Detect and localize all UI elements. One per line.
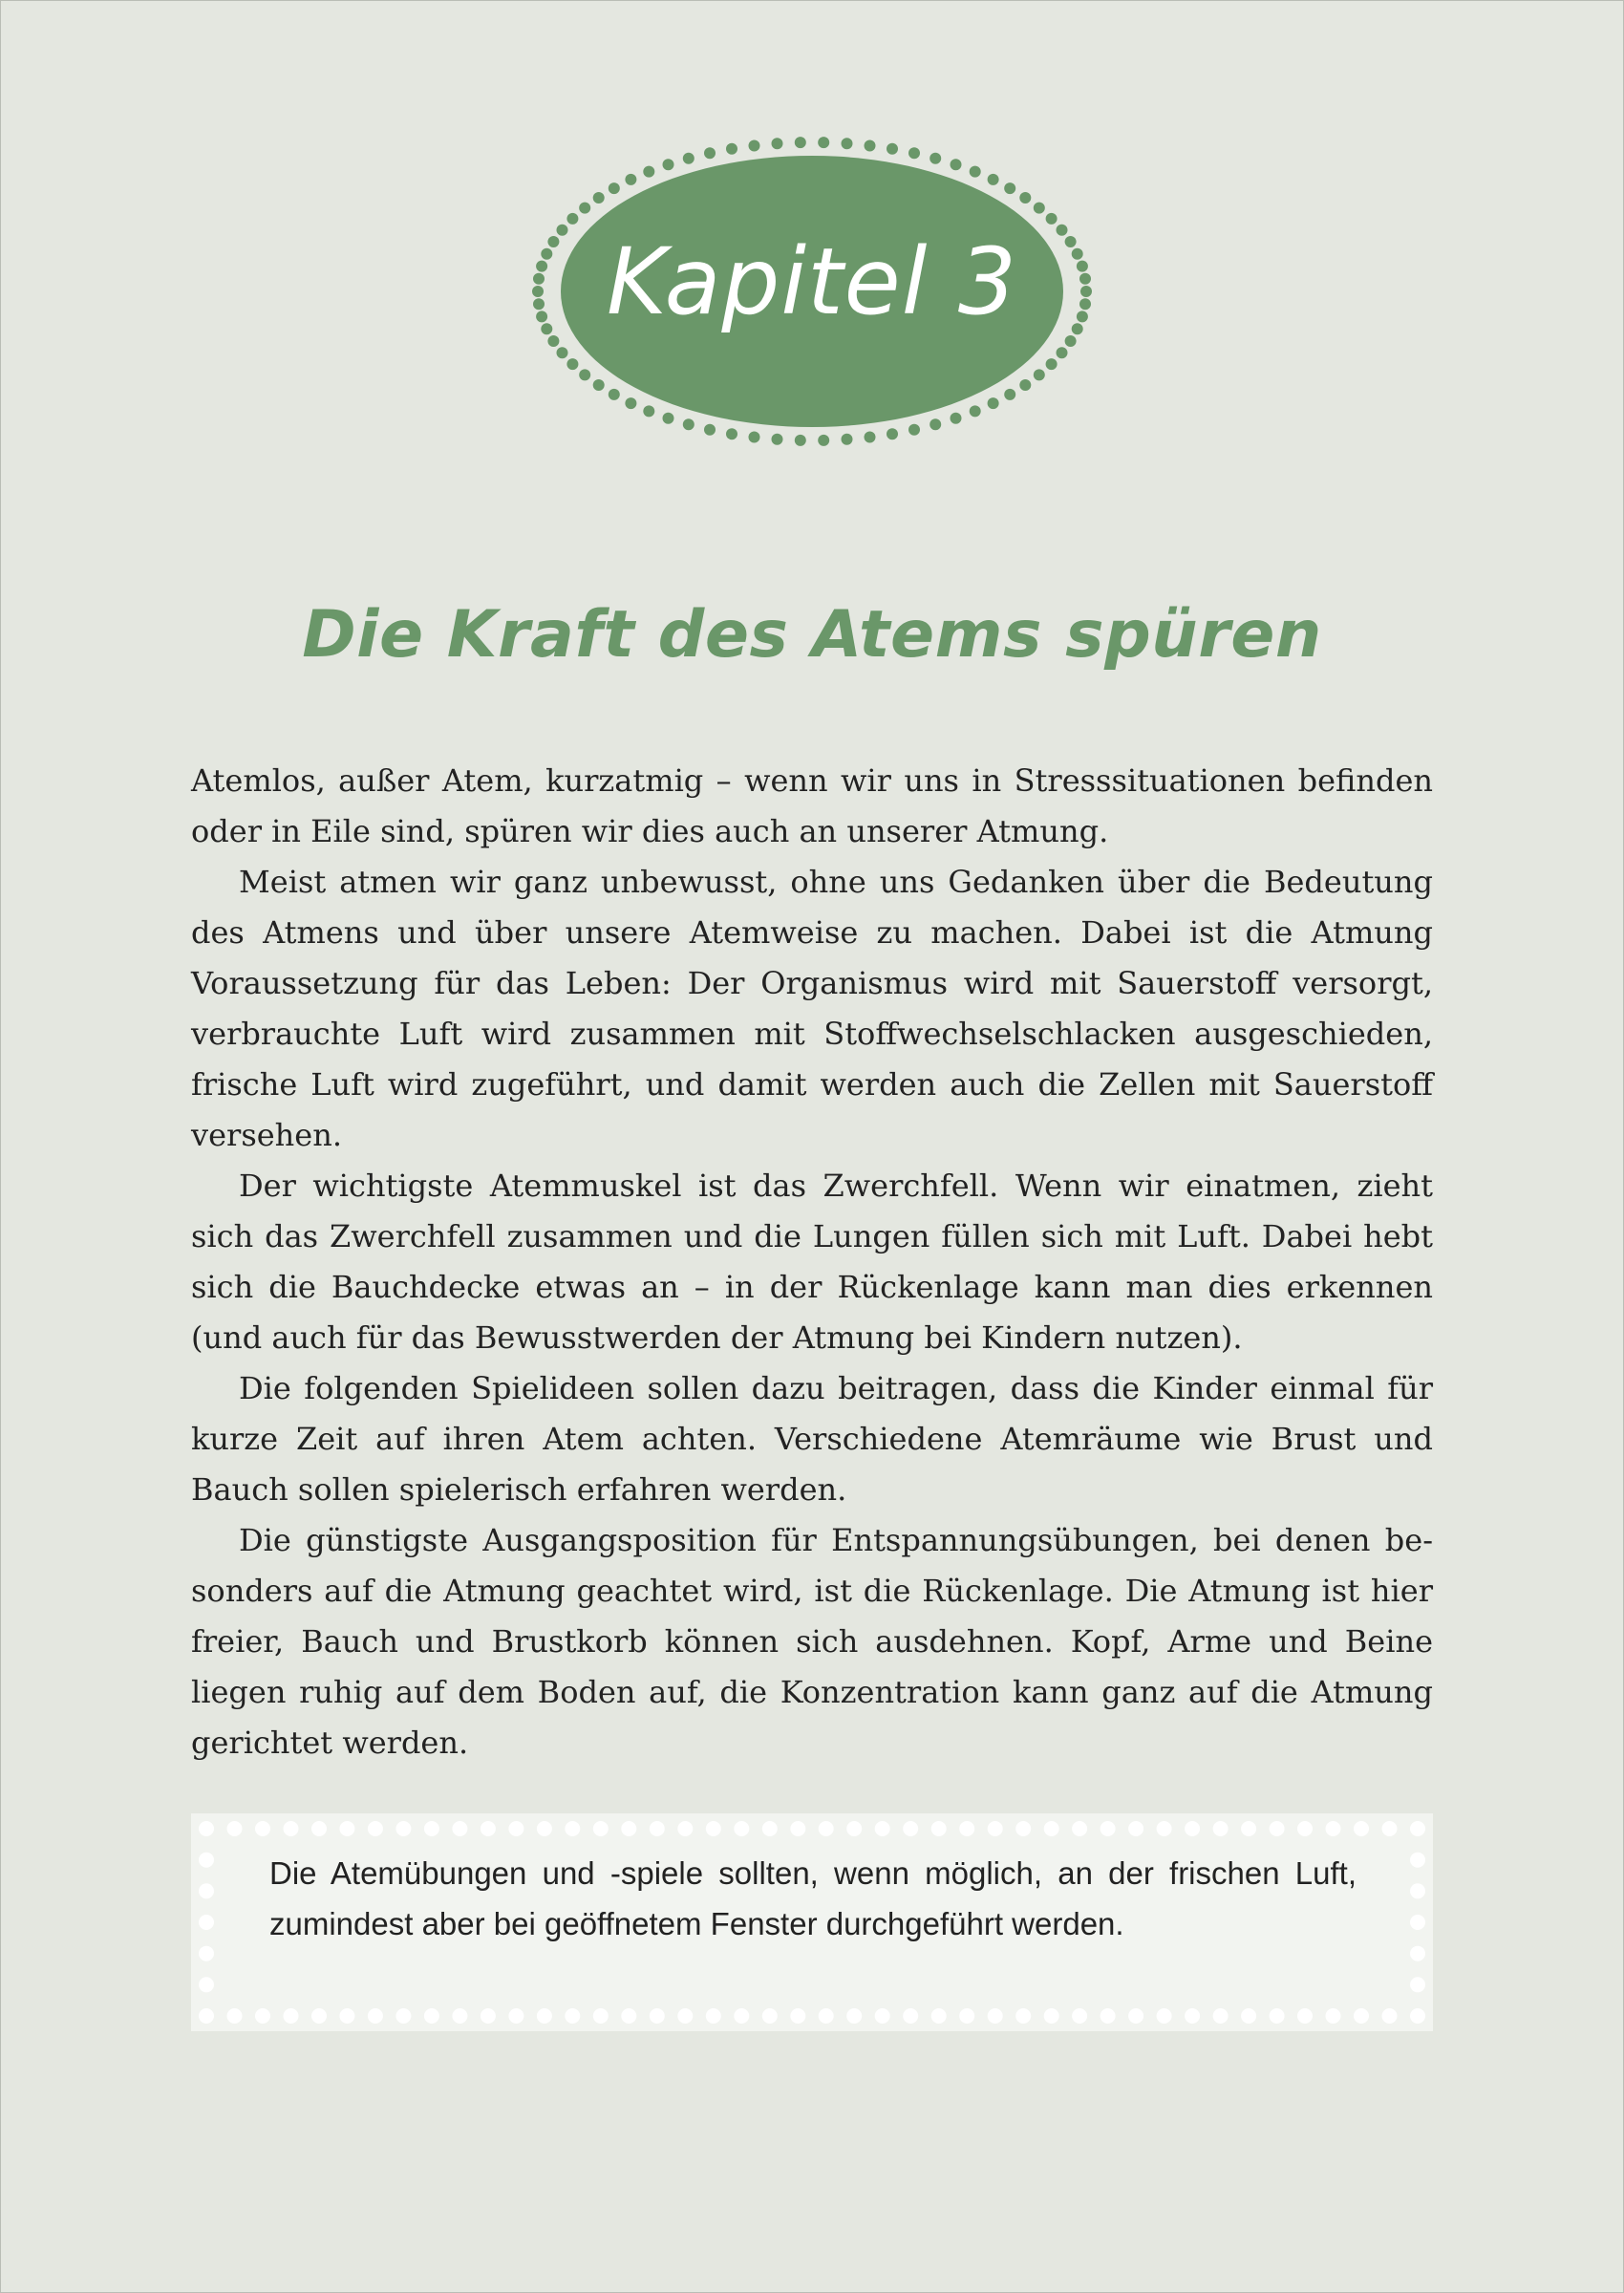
tip-dot — [284, 1821, 299, 1836]
tip-dot — [790, 2008, 805, 2024]
tip-dot — [537, 1821, 552, 1836]
tip-text: Die Atemübungen und -spiele sollten, wenn möglich, an der frischen Luft, zumindest aber bei geöffnetem Fenster durchgeführt werden. — [269, 1855, 1357, 1941]
tip-dot — [875, 2008, 890, 2024]
tip-dot — [931, 1821, 947, 1836]
tip-dot — [311, 2008, 327, 2024]
tip-dot — [1128, 2008, 1143, 2024]
tip-dot — [565, 2008, 580, 2024]
tip-dot — [1354, 2008, 1369, 2024]
tip-dot — [931, 2008, 947, 2024]
paragraph-1: Atemlos, außer Atem, kurzatmig – wenn wir uns in Stresssituationen befinden oder in Eile sind, spüren wir dies auch an unserer Atmung. — [191, 762, 1433, 849]
tip-dot — [1157, 1821, 1172, 1836]
tip-dot — [1410, 1915, 1425, 1930]
tip-dot — [1100, 2008, 1116, 2024]
tip-dot — [1410, 2008, 1425, 2024]
tip-dot — [424, 2008, 439, 2024]
tip-dot — [1326, 1821, 1341, 1836]
tip-dot — [1410, 1946, 1425, 1961]
tip-dot — [1241, 2008, 1256, 2024]
tip-dot — [368, 1821, 383, 1836]
tip-dot — [593, 2008, 609, 2024]
tip-dot — [255, 2008, 270, 2024]
tip-dot — [452, 2008, 467, 2024]
tip-dot — [199, 1946, 214, 1961]
tip-dot — [846, 2008, 862, 2024]
tip-dot — [1072, 1821, 1087, 1836]
tip-dot — [1270, 1821, 1285, 1836]
tip-dot — [339, 1821, 354, 1836]
tip-dot — [565, 1821, 580, 1836]
tip-dot — [1213, 2008, 1229, 2024]
tip-dot — [734, 1821, 749, 1836]
tip-dot — [650, 1821, 665, 1836]
tip-dot — [1297, 2008, 1313, 2024]
tip-dot — [452, 1821, 467, 1836]
tip-dot — [903, 1821, 918, 1836]
tip-dot — [1100, 1821, 1116, 1836]
chapter-badge — [525, 136, 1099, 451]
tip-dot — [1128, 1821, 1143, 1836]
tip-dot — [1326, 2008, 1341, 2024]
tip-dot — [1185, 2008, 1200, 2024]
tip-dot — [1410, 1883, 1425, 1898]
tip-dot — [706, 1821, 721, 1836]
tip-dot — [424, 1821, 439, 1836]
tip-dot — [311, 1821, 327, 1836]
tip-dot — [1354, 1821, 1369, 1836]
paragraph-5: Die günstigste Ausgangsposition für Entspannungsübungen, bei denen besonders auf die Atmung geachtet wird, ist die Rückenlage. Die Atmung ist hier freier, Bauch und Brustkorb können sich ausdehnen. Kopf, Arme und Beine liegen ruhig auf dem Boden auf, die Konzentration kann ganz auf die Atmung gerichtet werden. — [191, 1522, 1433, 1761]
tip-dot — [199, 1821, 214, 1836]
tip-dot — [677, 1821, 693, 1836]
tip-dot — [1382, 2008, 1398, 2024]
tip-dot — [1015, 1821, 1031, 1836]
tip-dot — [959, 2008, 974, 2024]
tip-dot — [255, 1821, 270, 1836]
tip-dot — [1410, 1821, 1425, 1836]
tip-dot — [593, 1821, 609, 1836]
tip-dot — [508, 1821, 524, 1836]
tip-dot — [508, 2008, 524, 2024]
tip-dot — [1044, 1821, 1059, 1836]
tip-dot — [537, 2008, 552, 2024]
tip-dot — [1044, 2008, 1059, 2024]
tip-dot — [199, 1853, 214, 1868]
tip-dot — [650, 2008, 665, 2024]
tip-dot — [903, 2008, 918, 2024]
tip-dot — [339, 2008, 354, 2024]
tip-dot — [284, 2008, 299, 2024]
tip-dot — [988, 2008, 1003, 2024]
tip-dot — [1297, 1821, 1313, 1836]
tip-dot — [1382, 1821, 1398, 1836]
tip-dot — [1015, 2008, 1031, 2024]
tip-dot — [227, 2008, 243, 2024]
paragraph-2: Meist atmen wir ganz unbewusst, ohne uns Gedanken über die Bedeutung des Atmens und über unsere Atemweise zu machen. Dabei ist die Atmung Voraussetzung für das Leben: Der Organismus wird mit Sauerstoff versorgt, verbrauchte Luft wird zusammen mit Stoffwechselschlacken ausgeschieden, frische Luft wird zugeführt, und damit werden auch die Zellen mit Sauerstoff versehen. — [191, 864, 1433, 1153]
tip-dot — [481, 2008, 496, 2024]
tip-dot — [621, 1821, 636, 1836]
tip-dot — [706, 2008, 721, 2024]
tip-dot — [368, 2008, 383, 2024]
chapter-label: Kapitel 3 — [607, 228, 1017, 335]
tip-dot — [1072, 2008, 1087, 2024]
tip-dot — [875, 1821, 890, 1836]
section-title: Die Kraft des Atems spüren — [302, 597, 1322, 673]
tip-dot — [762, 1821, 778, 1836]
tip-dot — [1410, 1853, 1425, 1868]
tip-dot — [199, 1883, 214, 1898]
tip-dot — [395, 1821, 411, 1836]
tip-dot — [1270, 2008, 1285, 2024]
tip-dot — [481, 1821, 496, 1836]
tip-dot — [734, 2008, 749, 2024]
tip-dot — [199, 1915, 214, 1930]
tip-dot — [1241, 1821, 1256, 1836]
tip-dot — [819, 1821, 834, 1836]
tip-dot — [959, 1821, 974, 1836]
tip-dot — [621, 2008, 636, 2024]
tip-dot — [988, 1821, 1003, 1836]
paragraph-3: Der wichtigste Atemmuskel ist das Zwerchfell. Wenn wir einatmen, zieht sich das Zwerchfell zusammen und die Lungen füllen sich mit Luft. Dabei hebt sich die Bauchdecke etwas an – in der Rückenlage kann man dies erkennen (und auch für das Bewusstwerden der Atmung bei Kindern nutzen). — [191, 1168, 1433, 1356]
tip-dot — [677, 2008, 693, 2024]
tip-dot — [1185, 1821, 1200, 1836]
tip-dot — [846, 1821, 862, 1836]
paragraph-4: Die folgenden Spielideen sollen dazu beitragen, dass die Kinder einmal für kurze Zeit auf ihren Atem achten. Verschiedene Atemräume wie Brust und Bauch sollen spielerisch erfahren werden. — [191, 1370, 1433, 1508]
body-text — [191, 756, 1433, 1768]
tip-box — [191, 1813, 1433, 2031]
tip-dot — [1410, 1977, 1425, 1992]
tip-dot — [199, 2008, 214, 2024]
tip-dot — [762, 2008, 778, 2024]
tip-dot — [395, 2008, 411, 2024]
tip-dot — [1213, 1821, 1229, 1836]
tip-dot — [227, 1821, 243, 1836]
tip-dot — [819, 2008, 834, 2024]
tip-dot — [199, 1977, 214, 1992]
tip-dot — [1157, 2008, 1172, 2024]
tip-dot — [790, 1821, 805, 1836]
